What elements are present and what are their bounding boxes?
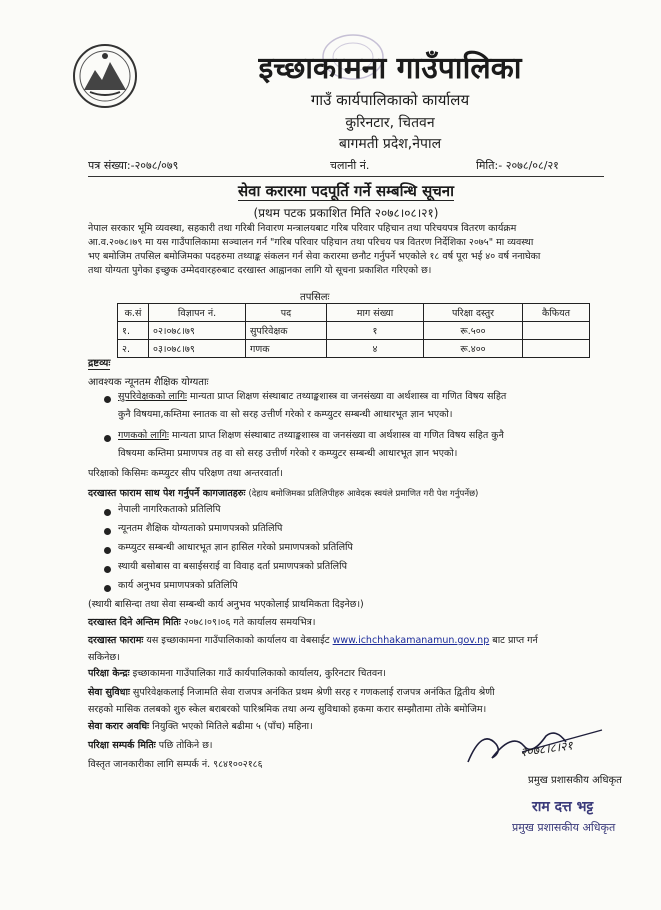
application-form: दरखास्त फारामः यस इच्छाकामना गाउँपालिकाको कार्यालय वा वेबसाईट www.ichchhakamanamun.gov.np बाट प्राप्त गर्न सकिनेछ। xyxy=(88,635,538,663)
contract-term: सेवा करार अवधिः नियुक्ति भएको मितिले बढीमा ५ (पाँच) महिना। xyxy=(88,721,313,732)
province-name: बागमती प्रदेश,नेपाल xyxy=(338,136,442,152)
office-name: गाउँ कार्यपालिकाको कार्यालय xyxy=(310,91,470,109)
bullet-icon xyxy=(104,547,111,554)
bullet-icon xyxy=(104,396,111,403)
website-link[interactable]: www.ichchhakamanamun.gov.np xyxy=(332,635,490,646)
nepal-emblem-icon xyxy=(70,40,140,112)
bullet-icon xyxy=(104,509,111,516)
letter-number: पत्र संख्या:-२०७८/०७९ xyxy=(88,159,179,172)
bullet-icon xyxy=(104,566,111,573)
bullet-icon xyxy=(104,585,111,592)
priority-note: (स्थायी बासिन्दा तथा सेवा सम्बन्धी कार्य अनुभव भएकोलाई प्राथमिकता दिइनेछ।) xyxy=(88,599,364,610)
supervisor-qualification: सुपरिवेक्षकको लागिः मान्यता प्राप्त शिक्षण संस्थाबाट तथ्याङ्कशास्त्र वा जनसंख्या वा अर्थशास्त्र वा गणित विषय सहित कुनै विषयमा,कम्तिमा स्नातक वा सो सरह उत्तीर्ण गरेको र कम्प्युटर सम्बन्धी आधारभूत ज्ञान भएको। xyxy=(118,391,507,420)
letter-date: मिति:- २०७८/०८/२१ xyxy=(476,159,559,172)
exam-contact-date: परिक्षा सम्पर्क मितिः पछि तोकिने छ। xyxy=(88,740,213,751)
dispatch-number: चलानी नं. xyxy=(330,159,370,172)
table-caption: तपसिलः xyxy=(300,289,330,304)
list-item: नेपाली नागरिकताको प्रतिलिपि xyxy=(118,504,221,515)
service-facility: सेवा सुविधाः सुपरिवेक्षकलाई निजामति सेवा राजपत्र अनंकित प्रथम श्रेणी सरह र गणकलाई राजपत्र अनंकित द्वितीय श्रेणी सरहको मासिक तलबको शुरु स्केल बराबरको पारिश्रमिक तथा अन्य सुविधाको हकमा करार सम्झौतामा तोके बमोजिम। xyxy=(88,687,495,715)
contact-number: विस्तृत जानकारीका लागि सम्पर्क नं. ९८४१००२१८६ xyxy=(88,759,263,770)
intro-paragraph: नेपाल सरकार भूमि व्यवस्था, सहकारी तथा गरिबी निवारण मन्त्रालयबाट गरिब परिवार पहिचान तथा परिचयपत्र वितरण कार्यक्रम आ.व.२०७८।७९ मा यस गाउँपालिकामा सञ्चालन गर्न "गरिब परिवार पहिचान तथा परिचय पत्र वितरण निर्देशिका २०७५" मा व्यवस्था भए बमोजिम तपसिल बमोजिमका पदहरुमा तथ्याङ्क संकलन गर्न सेवा करारमा छनौट गर्नुपर्ने भएकोले १८ वर्ष पूरा भई ४० वर्ष ननाघेका तथा योग्यता पुगेका इच्छुक उम्मेदवारहरुबाट दरखास्त आह्वानका लागि यो सूचना प्रकाशित गरिएको छ। xyxy=(88,223,541,276)
required-documents-label: दरखास्त फाराम साथ पेश गर्नुपर्ने कागजातहरुः (देहाय बमोजिमका प्रतिलिपीहरु आवेदक स्वयंले प्रमाणित गरी पेश गर्नुपर्नेछ) xyxy=(88,488,479,499)
signature-date: २०७८।८।२१ xyxy=(519,738,574,760)
notice-subtitle: (प्रथम पटक प्रकाशित मिति २०७८।०८।२१) xyxy=(253,206,439,220)
list-item: न्यूनतम शैक्षिक योग्यताको प्रमाणपत्रको प्रतिलिपि xyxy=(118,523,283,534)
municipality-name: इच्छाकामना गाउँपालिका xyxy=(258,51,522,86)
deadline: दरखास्त दिने अन्तिम मितिः २०७८।०९।०६ गते कार्यालय समयभित्र। xyxy=(88,617,316,628)
exam-center: परिक्षा केन्द्रः इच्छाकामना गाउँपालिका गाउँ कार्यपालिकाको कार्यालय, कुरिनटार चितवन। xyxy=(88,668,387,679)
list-item: कम्प्युटर सम्बन्धी आधारभूत ज्ञान हासिल गरेको प्रमाणपत्रको प्रतिलिपि xyxy=(118,542,353,553)
exam-type: परिक्षाको किसिमः कम्प्युटर सीप परिक्षण तथा अन्तरवार्ता। xyxy=(88,468,283,479)
notes-heading: द्रष्टव्यः xyxy=(88,355,110,370)
table-row: १. ०२।०७८।७९ सुपरिवेक्षक १ रू.५०० xyxy=(118,322,590,340)
bullet-icon xyxy=(104,528,111,535)
office-address: कुरिनटार, चितवन xyxy=(345,115,435,131)
education-label: आवश्यक न्यूनतम शैक्षिक योग्यताः xyxy=(88,377,209,388)
signatory-title: प्रमुख प्रशासकीय अधिकृत xyxy=(528,775,622,786)
posts-table xyxy=(117,303,590,358)
list-item: कार्य अनुभव प्रमाणपत्रको प्रतिलिपि xyxy=(118,580,238,591)
notice-title: सेवा करारमा पदपूर्ति गर्ने सम्बन्धि सूचना xyxy=(238,182,454,200)
stamp-name: राम दत्त भट्ट xyxy=(532,799,594,815)
enumerator-qualification: गणकको लागिः मान्यता प्राप्त शिक्षण संस्थाबाट तथ्याङ्कशास्त्र वा जनसंख्या वा अर्थशास्त्र वा गणित विषय सहित कुनै विषयमा कम्तिमा प्रमाणपत्र तह वा सो सरह उत्तीर्ण गरेको र कम्प्युटर सम्बन्धी आधारभूत ज्ञान भएको। xyxy=(118,430,504,459)
list-item: स्थायी बसोबास वा बसाईसराई वा विवाह दर्ता प्रमाणपत्रको प्रतिलिपि xyxy=(118,561,347,572)
bullet-icon xyxy=(104,435,111,442)
stamp-title: प्रमुख प्रशासकीय अधिकृत xyxy=(512,821,616,834)
table-row: २. ०३।०७८।७९ गणक ४ रू.४०० xyxy=(118,340,590,358)
table-header-row: क.सं विज्ञापन नं. पद माग संख्या परिक्षा दस्तुर कैफियत xyxy=(118,304,590,322)
divider xyxy=(88,176,604,177)
